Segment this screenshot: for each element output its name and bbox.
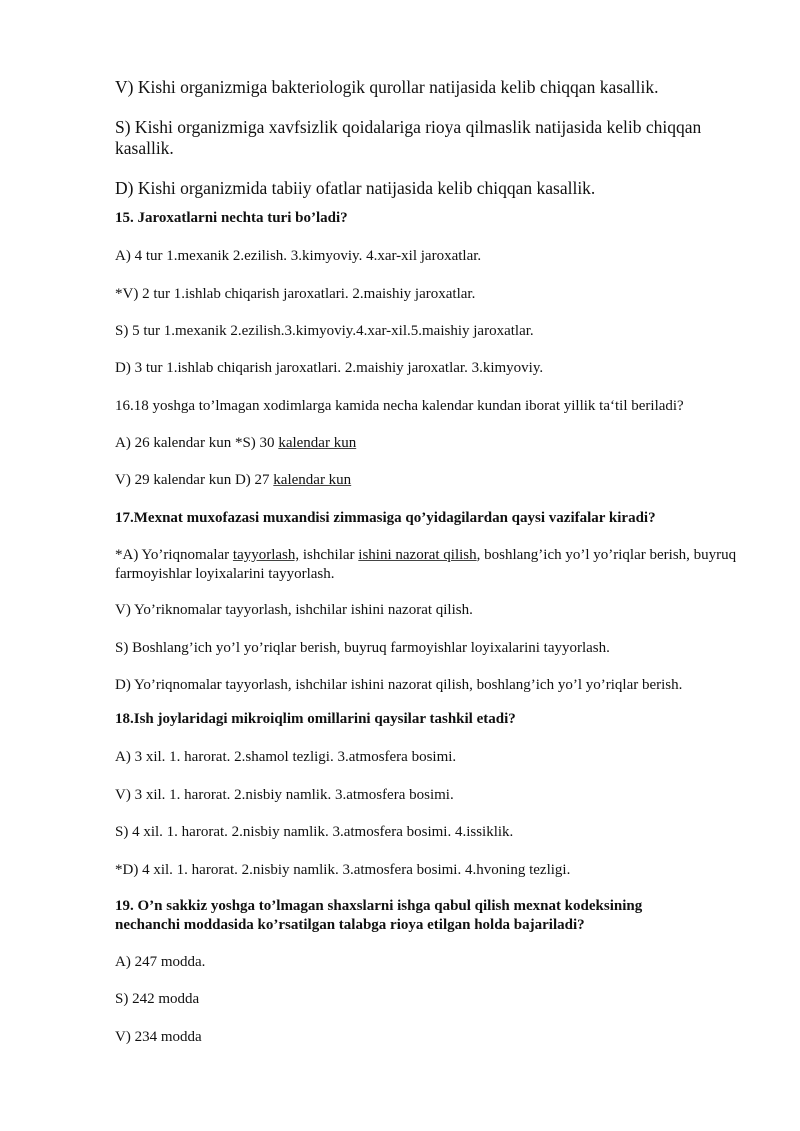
q17-a-underlined-2: ishini nazorat qilish: [358, 547, 477, 563]
q16-underlined-text-2: kalendar kun: [273, 472, 352, 488]
q15-option-d: D) 3 tur 1.ishlab chiqarish jaroxatlari. 2.maishiy jaroxatlar. 3.kimyoviy.: [115, 360, 544, 376]
q17-a-underlined-1: tayyorlash,: [232, 547, 300, 563]
question-15: 15. Jaroxatlarni nechta turi bo’ladi?: [115, 210, 348, 226]
option-d-prev: D) Kishi organizmida tabiiy ofatlar natijasida kelib chiqqan kasallik.: [115, 178, 596, 198]
q16-options-a-s: A) 26 kalendar kun *S) 30: [115, 435, 279, 451]
q15-option-a: A) 4 tur 1.mexanik 2.ezilish. 3.kimyoviy. 4.xar-xil jaroxatlar.: [115, 248, 482, 264]
q16-underlined-text-1: kalendar kun: [278, 435, 357, 451]
q19-option-v: V) 234 modda: [115, 1029, 202, 1045]
q16-options-line-2: [115, 471, 745, 490]
option-v-prev: V) Kishi organizmiga bakteriologik qurollar natijasida kelib chiqqan kasallik.: [115, 77, 659, 97]
q15-option-s: S) 5 tur 1.mexanik 2.ezilish.3.kimyoviy.4.xar-xil.5.maishiy jaroxatlar.: [115, 323, 534, 339]
q17-option-d: D) Yo’riqnomalar tayyorlash, ishchilar ishini nazorat qilish, boshlang’ich yo’l yo’riqlar berish.: [115, 677, 683, 693]
question-18: 18.Ish joylaridagi mikroiqlim omillarini qaysilar tashkil etadi?: [115, 711, 516, 727]
q15-option-v: *V) 2 tur 1.ishlab chiqarish jaroxatlari. 2.maishiy jaroxatlar.: [115, 286, 476, 302]
option-s-prev: S) Kishi organizmiga xavfsizlik qoidalariga rioya qilmaslik natijasida kelib chiqqan kasallik.: [115, 117, 702, 158]
q19-option-a: A) 247 modda.: [115, 954, 206, 970]
q18-option-v: V) 3 xil. 1. harorat. 2.nisbiy namlik. 3.atmosfera bosimi.: [115, 787, 454, 803]
q18-option-d: *D) 4 xil. 1. harorat. 2.nisbiy namlik. 3.atmosfera bosimi. 4.hvoning tezligi.: [115, 862, 571, 878]
q17-a-text-1: *A) Yo’riqnomalar: [115, 547, 233, 563]
q17-a-text-3: , boshlang’ich yo’l yo’riqlar berish, buyruq farmoyishlar loyixalarini tayyorlash.: [115, 547, 737, 582]
question-19-line-1: 19. O’n sakkiz yoshga to’lmagan shaxslarni ishga qabul qilish mexnat kodeksining: [115, 898, 643, 914]
q16-options-line-1: [115, 434, 745, 453]
q19-option-s: S) 242 modda: [115, 991, 200, 1007]
q18-option-s: S) 4 xil. 1. harorat. 2.nisbiy namlik. 3.atmosfera bosimi. 4.issiklik.: [115, 824, 514, 840]
question-17: 17.Mexnat muxofazasi muxandisi zimmasiga qo’yidagilardan qaysi vazifalar kiradi?: [115, 510, 656, 526]
q17-option-a: [115, 546, 745, 584]
q17-option-v: V) Yo’riknomalar tayyorlash, ishchilar ishini nazorat qilish.: [115, 602, 473, 618]
q17-a-text-2: ishchilar: [299, 547, 359, 563]
question-16: 16.18 yoshga to’lmagan xodimlarga kamida necha kalendar kundan iborat yillik ta‘til beriladi?: [115, 398, 684, 414]
question-19-line-2: nechanchi moddasida ko’rsatilgan talabga rioya etilgan holda bajariladi?: [115, 917, 585, 933]
q16-options-v-d: V) 29 kalendar kun D) 27: [115, 472, 274, 488]
q17-option-s: S) Boshlang’ich yo’l yo’riqlar berish, buyruq farmoyishlar loyixalarini tayyorlash.: [115, 640, 610, 656]
q18-option-a: A) 3 xil. 1. harorat. 2.shamol tezligi. 3.atmosfera bosimi.: [115, 749, 457, 765]
